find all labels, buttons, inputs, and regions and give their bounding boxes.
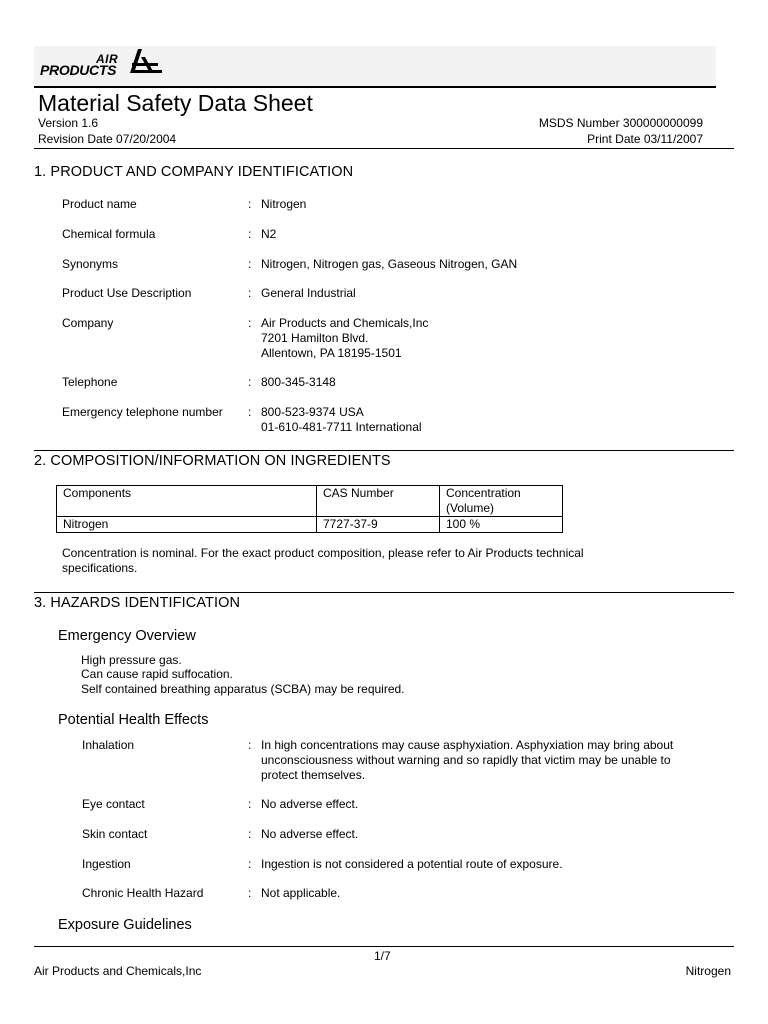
logo-text-air: AIR: [96, 52, 119, 66]
row-value: 01-610-481-7711 International: [261, 420, 422, 434]
row-label: Product Use Description: [62, 286, 192, 300]
colon: :: [248, 286, 252, 300]
colon: :: [248, 738, 252, 752]
health-effects-heading: Potential Health Effects: [58, 712, 209, 728]
divider: [34, 450, 734, 451]
row-value: unconsciousness without warning and so rapidly that victim may be unable to: [261, 753, 671, 767]
row-value: 7201 Hamilton Blvd.: [261, 331, 369, 345]
section-1-heading: 1. PRODUCT AND COMPANY IDENTIFICATION: [34, 164, 354, 180]
row-label: Emergency telephone number: [62, 405, 223, 419]
colon: :: [248, 375, 252, 389]
row-value: Nitrogen, Nitrogen gas, Gaseous Nitrogen, GAN: [261, 257, 518, 271]
components-table: [56, 485, 563, 533]
overview-line: Self contained breathing apparatus (SCBA) may be required.: [81, 682, 405, 696]
row-value: 800-523-9374 USA: [261, 405, 364, 419]
air-products-logo-icon: [128, 47, 164, 77]
header-rule: [34, 86, 716, 88]
colon: :: [248, 257, 252, 271]
row-label: Telephone: [62, 375, 118, 389]
row-value: Allentown, PA 18195-1501: [261, 346, 402, 360]
row-value: Nitrogen: [261, 197, 307, 211]
row-value: No adverse effect.: [261, 827, 359, 841]
colon: :: [248, 405, 252, 419]
row-value: protect themselves.: [261, 768, 366, 782]
colon: :: [248, 797, 252, 811]
colon: :: [248, 886, 252, 900]
revision-date: Revision Date 07/20/2004: [38, 132, 177, 146]
msds-number: MSDS Number 300000000099: [538, 116, 703, 130]
footer-product: Nitrogen: [685, 964, 731, 978]
row-label: Ingestion: [82, 857, 131, 871]
table-cell: Nitrogen: [57, 517, 317, 533]
table-header-cell: [440, 486, 563, 517]
section-2-heading: 2. COMPOSITION/INFORMATION ON INGREDIENTS: [34, 453, 391, 469]
row-label: Chronic Health Hazard: [82, 886, 204, 900]
row-value: No adverse effect.: [261, 797, 359, 811]
section-3-heading: 3. HAZARDS IDENTIFICATION: [34, 595, 241, 611]
version: Version 1.6: [38, 116, 99, 130]
table-row: [57, 517, 563, 533]
print-date: Print Date 03/11/2007: [587, 132, 703, 146]
row-value: Ingestion is not considered a potential route of exposure.: [261, 857, 563, 871]
row-value: N2: [261, 227, 277, 241]
colon: :: [248, 827, 252, 841]
document-title: Material Safety Data Sheet: [38, 90, 313, 116]
row-label: Inhalation: [82, 738, 135, 752]
emergency-overview-heading: Emergency Overview: [58, 628, 196, 644]
colon: :: [248, 857, 252, 871]
divider: [34, 148, 734, 149]
footer-company: Air Products and Chemicals,Inc: [34, 964, 202, 978]
row-label: Company: [62, 316, 114, 330]
table-cell: 7727-37-9: [317, 517, 440, 533]
page-number: 1/7: [374, 949, 391, 963]
row-value: 800-345-3148: [261, 375, 336, 389]
overview-line: High pressure gas.: [81, 653, 182, 667]
row-value: General Industrial: [261, 286, 356, 300]
composition-note: Concentration is nominal. For the exact product composition, please refer to Air Products technical: [62, 546, 584, 560]
row-label: Chemical formula: [62, 227, 156, 241]
table-header-cell: CAS Number: [317, 486, 440, 517]
row-value: Not applicable.: [261, 886, 341, 900]
exposure-guidelines-heading: Exposure Guidelines: [58, 917, 192, 933]
concentration-unit: (Volume): [446, 501, 495, 515]
table-cell: 100 %: [440, 517, 563, 533]
concentration-label: Concentration: [446, 486, 521, 500]
colon: :: [248, 227, 252, 241]
colon: :: [248, 197, 252, 211]
divider: [34, 592, 734, 593]
row-label: Eye contact: [82, 797, 145, 811]
table-header-cell: Components: [57, 486, 317, 517]
row-label: Product name: [62, 197, 137, 211]
composition-note: specifications.: [62, 561, 138, 575]
row-value: In high concentrations may cause asphyxiation. Asphyxiation may bring about: [261, 738, 674, 752]
colon: :: [248, 316, 252, 330]
table-header-row: [57, 486, 563, 517]
logo-text-products: PRODUCTS: [40, 62, 117, 78]
row-label: Skin contact: [82, 827, 148, 841]
row-label: Synonyms: [62, 257, 119, 271]
row-value: Air Products and Chemicals,Inc: [261, 316, 429, 330]
overview-line: Can cause rapid suffocation.: [81, 667, 233, 681]
footer-divider: [34, 946, 734, 947]
